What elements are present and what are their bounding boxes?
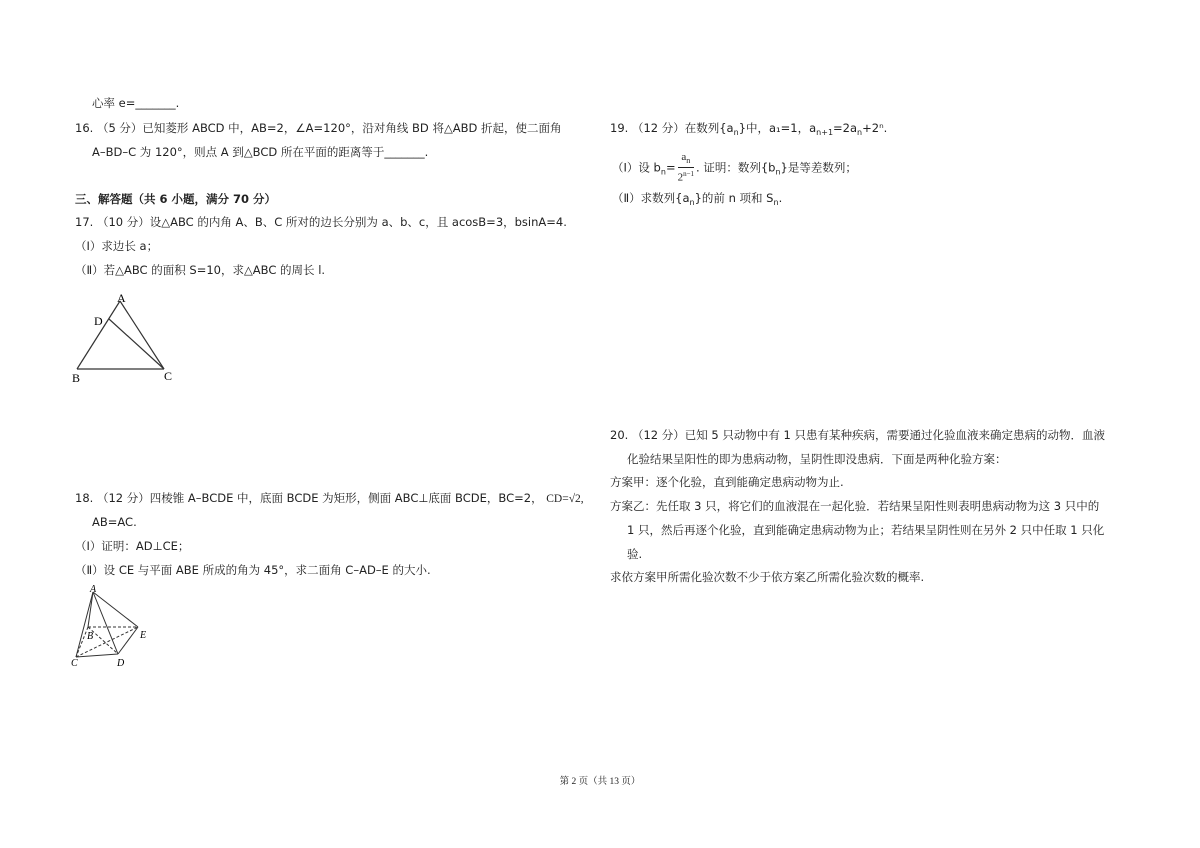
q18-label-c: C — [71, 658, 78, 669]
q18-stem-text: 18. （12 分）四棱锥 A–BCDE 中，底面 BCDE 为矩形，侧面 ABC⊥底面 BCDE，BC=2， — [75, 491, 543, 505]
q17-label-b: B — [72, 371, 81, 385]
q18-stem — [75, 490, 584, 507]
q16-line1: 16. （5 分）已知菱形 ABCD 中，AB=2，∠A=120°，沿对角线 BD 将△ABD 折起，使二面角 — [75, 121, 562, 135]
q18-part2: （Ⅱ）设 CE 与平面 ABE 所成的角为 45°，求二面角 C–AD–E 的大小. — [75, 563, 431, 577]
q17-label-d: D — [94, 314, 103, 328]
q18-label-e: E — [140, 630, 147, 641]
q18-stem-2: AB=AC. — [92, 515, 137, 529]
q16-line2: A–BD–C 为 120°，则点 A 到△BCD 所在平面的距离等于_______. — [92, 145, 429, 159]
q15-tail: 心率 e=_______. — [92, 96, 180, 110]
q19-stem: 19. （12 分）在数列$\{a_n\}$中，a₁=1，$a_{n+1}=2a_n+2^n$. — [610, 121, 888, 137]
q17-stem: 17. （10 分）设△ABC 的内角 A、B、C 所对的边长分别为 a、b、c，且 acosB=3，bsinA=4. — [75, 215, 567, 229]
q20-plan-b-1: 方案乙：先任取 3 只，将它们的血液混在一起化验．若结果呈阳性则表明患病动物为这 3 只中的 — [610, 499, 1100, 513]
q17-label-c: C — [164, 369, 173, 383]
q20-line1: 20. （12 分）已知 5 只动物中有 1 只患有某种疾病，需要通过化验血液来确定患病的动物．血液 — [610, 428, 1105, 442]
q20-question: 求依方案甲所需化验次数不少于依方案乙所需化验次数的概率. — [610, 570, 925, 584]
q17-label-a: A — [117, 291, 126, 305]
q18-label-a: A — [90, 584, 97, 595]
q19-fraction: $\frac{a_n}{2^{n-1}}$ — [677, 151, 695, 184]
q20-plan-b-3: 验. — [627, 547, 643, 561]
q20-plan-b-2: 1 只，然后再逐个化验，直到能确定患病动物为止；若结果呈阴性则在另外 2 只中任取 1 只化 — [627, 523, 1105, 537]
q18-cd-value: CD=√2, — [546, 493, 584, 505]
page-footer: 第 2 页（共 13 页） — [559, 777, 641, 787]
q17-triangle-figure — [68, 288, 188, 388]
q19-part1: （Ⅰ）设 $b_n=$ $\frac{a_n}{2^{n-1}}$ . 证明：数列$\{b_n\}$是等差数列； — [612, 151, 857, 184]
q19-part2: （Ⅱ）求数列$\{a_n\}$的前 n 项和 $S_n$. — [612, 191, 783, 207]
q20-plan-a: 方案甲：逐个化验，直到能确定患病动物为止. — [610, 475, 844, 489]
q18-part1: （Ⅰ）证明：AD⊥CE； — [75, 539, 190, 553]
q18-pyramid-figure — [66, 582, 156, 672]
q17-part1: （Ⅰ）求边长 a； — [75, 239, 159, 253]
q17-part2: （Ⅱ）若△ABC 的面积 S=10，求△ABC 的周长 l. — [75, 263, 326, 277]
section-heading: 三、解答题（共 6 小题，满分 70 分） — [75, 192, 277, 206]
q18-label-b: B — [87, 631, 94, 642]
q18-label-d: D — [117, 658, 125, 669]
q20-line2: 化验结果呈阳性的即为患病动物，呈阴性即没患病．下面是两种化验方案： — [627, 452, 1007, 466]
